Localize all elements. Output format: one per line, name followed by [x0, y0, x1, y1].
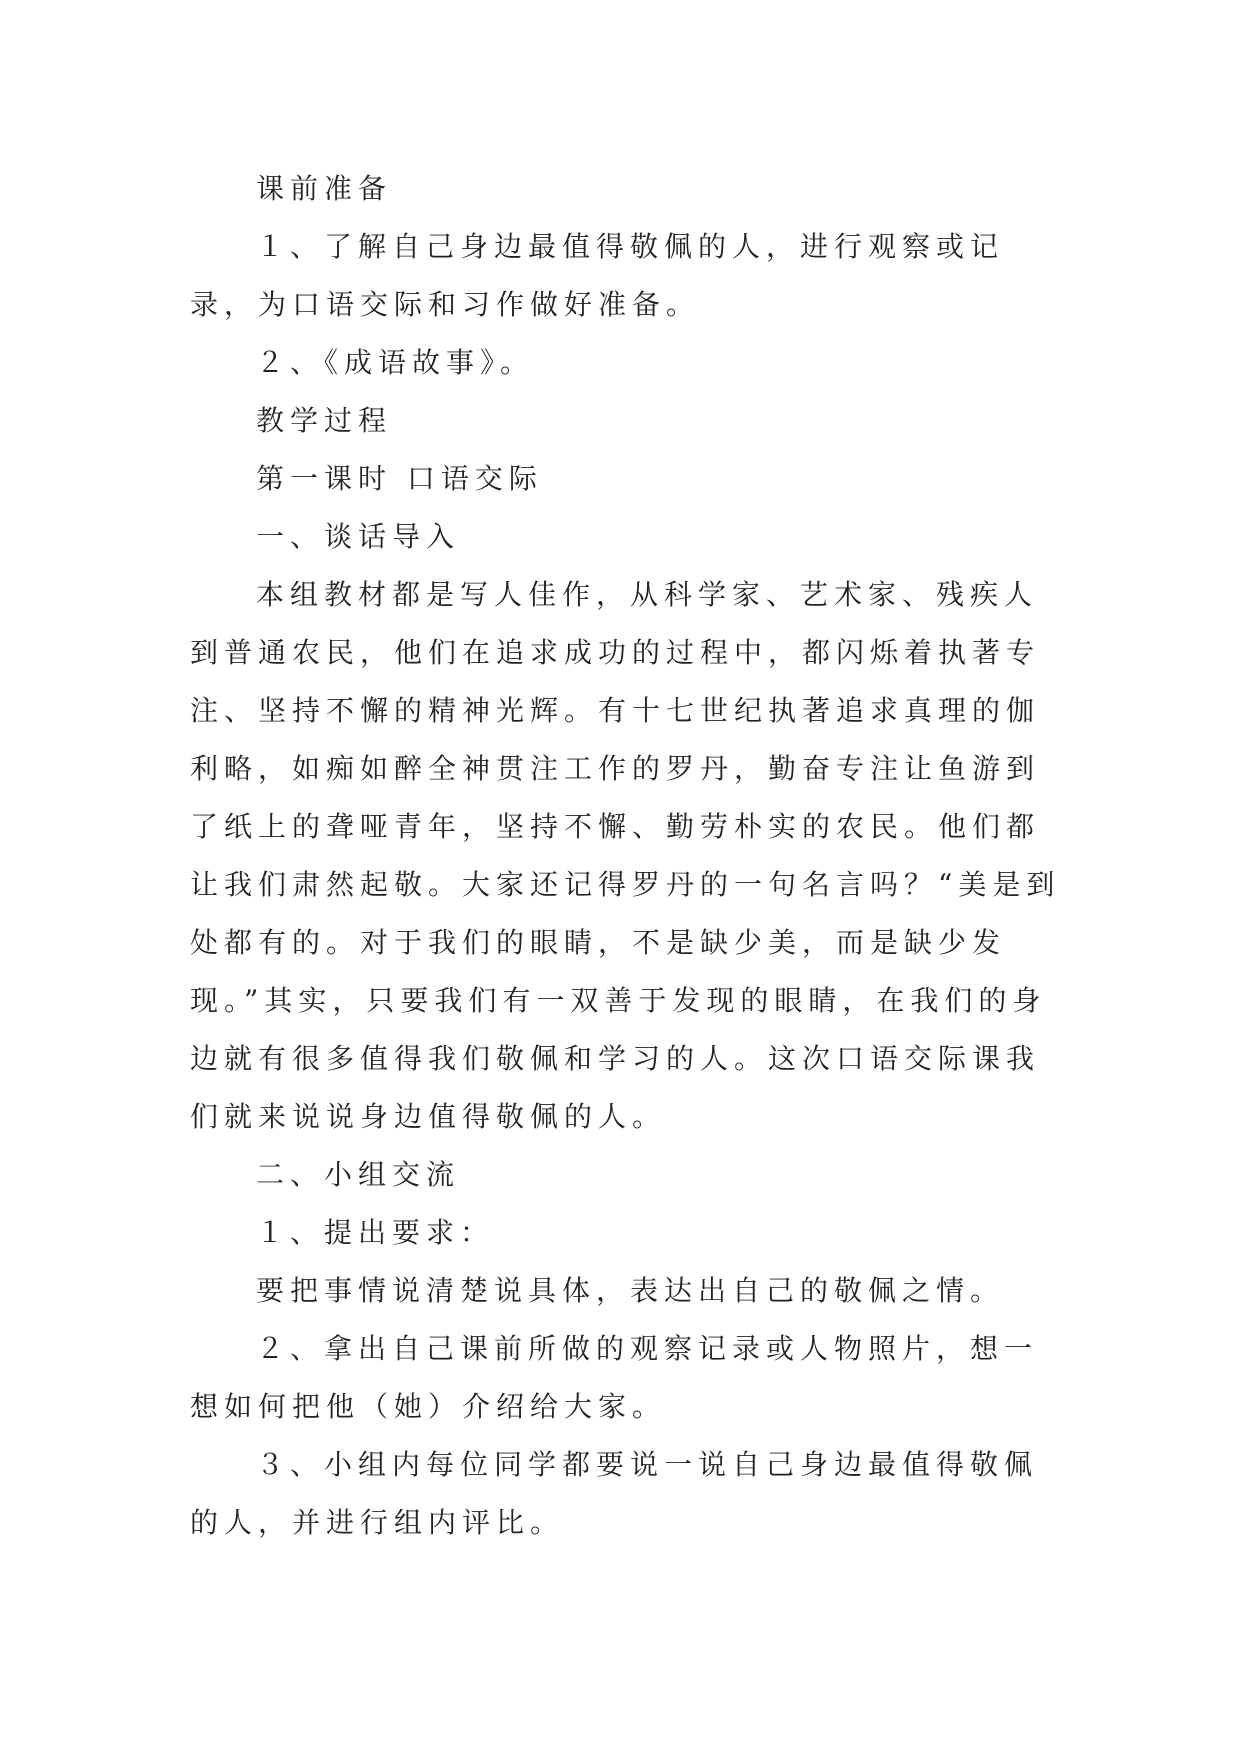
heading-preparation: 课前准备 — [256, 172, 393, 205]
heading-teaching-process: 教学过程 — [256, 404, 393, 437]
heading-first-lesson: 第一课时 口语交际 — [256, 462, 543, 495]
heading-section-2: 二、小组交流 — [256, 1158, 461, 1191]
paragraph-requirement-2: ２、拿出自己课前所做的观察记录或人物照片，想一想如何把他（她）介绍给大家。 — [190, 1332, 1039, 1423]
document-body — [190, 160, 1070, 1552]
paragraph-requirement-3: ３、小组内每位同学都要说一说自己身边最值得敬佩的人，并进行组内评比。 — [190, 1448, 1039, 1539]
paragraph-introduction: 本组教材都是写人佳作，从科学家、艺术家、残疾人到普通农民，他们在追求成功的过程中，都闪烁着执著专注、坚持不懈的精神光辉。有十七世纪执著追求真理的伽利略，如痴如醉全神贯注工作的罗丹，勤奋专注让鱼游到了纸上的聋哑青年，坚持不懈、勤劳朴实的农民。他们都让我们肃然起敬。大家还记得罗丹的一句名言吗？“美是到处都有的。对于我们的眼睛，不是缺少美，而是缺少发现。”其实，只要我们有一双善于发现的眼睛，在我们的身边就有很多值得我们敬佩和学习的人。这次口语交际课我们就来说说身边值得敬佩的人。 — [190, 578, 1061, 1133]
paragraph-prep-item-2: ２、《成语故事》。 — [256, 346, 535, 379]
paragraph-requirement-detail: 要把事情说清楚说具体，表达出自己的敬佩之情。 — [256, 1274, 1005, 1307]
paragraph-prep-item-1: １、了解自己身边最值得敬佩的人，进行观察或记录，为口语交际和习作做好准备。 — [190, 230, 1005, 321]
heading-section-1: 一、谈话导入 — [256, 520, 461, 553]
paragraph-requirement-1: １、提出要求： — [256, 1216, 495, 1249]
